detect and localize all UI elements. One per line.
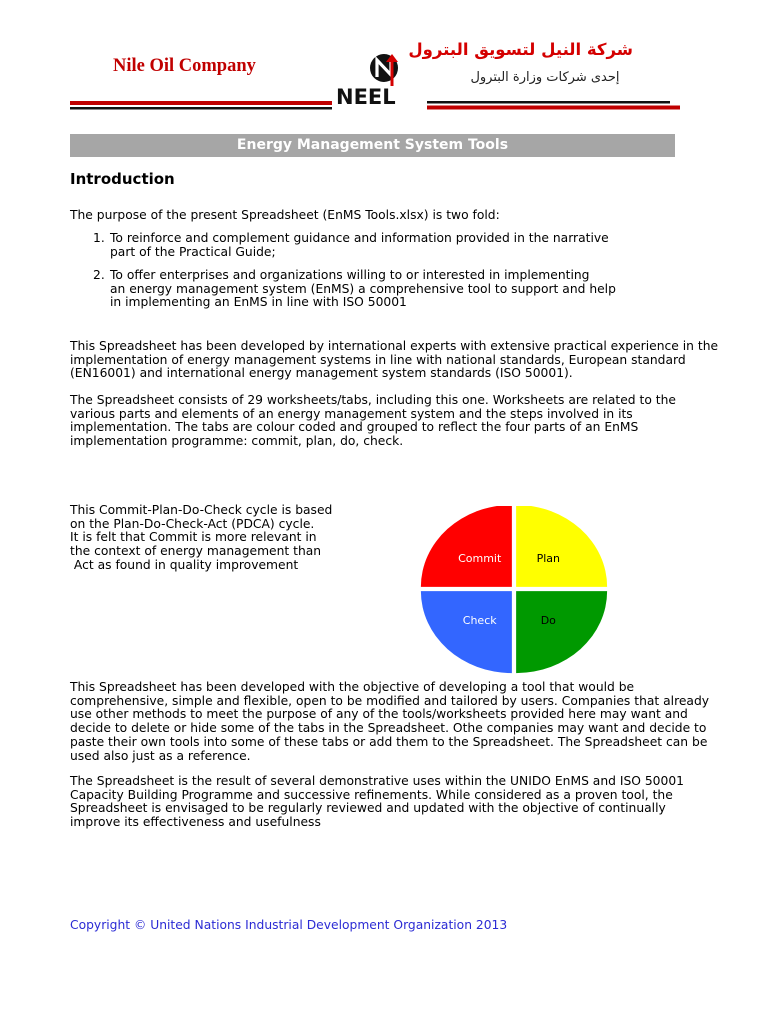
header-divider [70, 100, 680, 114]
pie-slice-commit [421, 506, 512, 587]
list-item: 1. To reinforce and complement guidance and information provided in the narrative part of the Practical Guide; [93, 231, 609, 259]
company-name-en: Nile Oil Company [113, 56, 256, 76]
paragraph-worksheets: The Spreadsheet consists of 29 worksheets/tabs, including this one. Worksheets are related to the various parts and elements of an energy management system and the steps involved in its implementation. The tabs are colour coded and grouped to reflect the four parts of an EnMS implementation programme: commit, plan, do, check. [70, 393, 676, 449]
logo-wordmark: NEEL [336, 85, 396, 108]
paragraph-experts: This Spreadsheet has been developed by international experts with extensive practical experience in the implementation of energy management systems in line with national standards, European standard (EN16001) and international energy management system standards (ISO 50001). [70, 339, 719, 381]
cpdc-pie-chart [420, 506, 610, 676]
company-subtitle-ar: إحدى شركات وزارة البترول [470, 70, 620, 85]
paragraph-cycle: This Commit-Plan-Do-Check cycle is based on the Plan-Do-Check-Act (PDCA) cycle. It is felt that Commit is more relevant in the context of energy management than Act as found in quality improvement [70, 503, 333, 572]
pie-label-check: Check [462, 614, 497, 628]
pie-label-do: Do [540, 614, 556, 628]
pie-slice-check [421, 591, 512, 673]
pie-label-commit: Commit [458, 551, 502, 565]
section-heading: Introduction [70, 170, 175, 188]
list-item: 2. To offer enterprises and organizations willing to or interested in implementing an energy management system (EnMS) a comprehensive tool to support and help in implementing an EnMS in line with ISO 50001 [93, 268, 616, 310]
pie-slice-plan [516, 506, 607, 587]
company-name-ar: شركة النيل لتسويق البترول [408, 40, 633, 59]
purpose-list [93, 232, 609, 259]
paragraph-objective: This Spreadsheet has been developed with the objective of developing a tool that would be comprehensive, simple and flexible, open to be modified and tailored by users. Companies that already use other methods to meet the purpose of any of the tools/worksheets provided here may want and decide to delete or hide some of the tabs in the Spreadsheet. Othe companies may want and decide to paste their own tools into some of these tabs or add them to the Spreadsheet. The Spreadsheet can be used also just as a reference. [70, 680, 710, 763]
pie-slice-do [516, 591, 607, 673]
purpose-list-2 [93, 269, 616, 310]
pie-label-plan: Plan [536, 551, 560, 565]
intro-lead: The purpose of the present Spreadsheet (EnMS Tools.xlsx) is two fold: [70, 208, 500, 222]
copyright-notice: Copyright © United Nations Industrial Development Organization 2013 [70, 918, 508, 932]
page-title: Energy Management System Tools [70, 134, 675, 157]
paragraph-refinements: The Spreadsheet is the result of several demonstrative uses within the UNIDO EnMS and ISO 50001 Capacity Building Programme and successive refinements. While considered as a proven tool, the Spreadsheet is envisaged to be regularly reviewed and updated with the objective of continually improve its effectiveness and usefulness [70, 774, 684, 830]
